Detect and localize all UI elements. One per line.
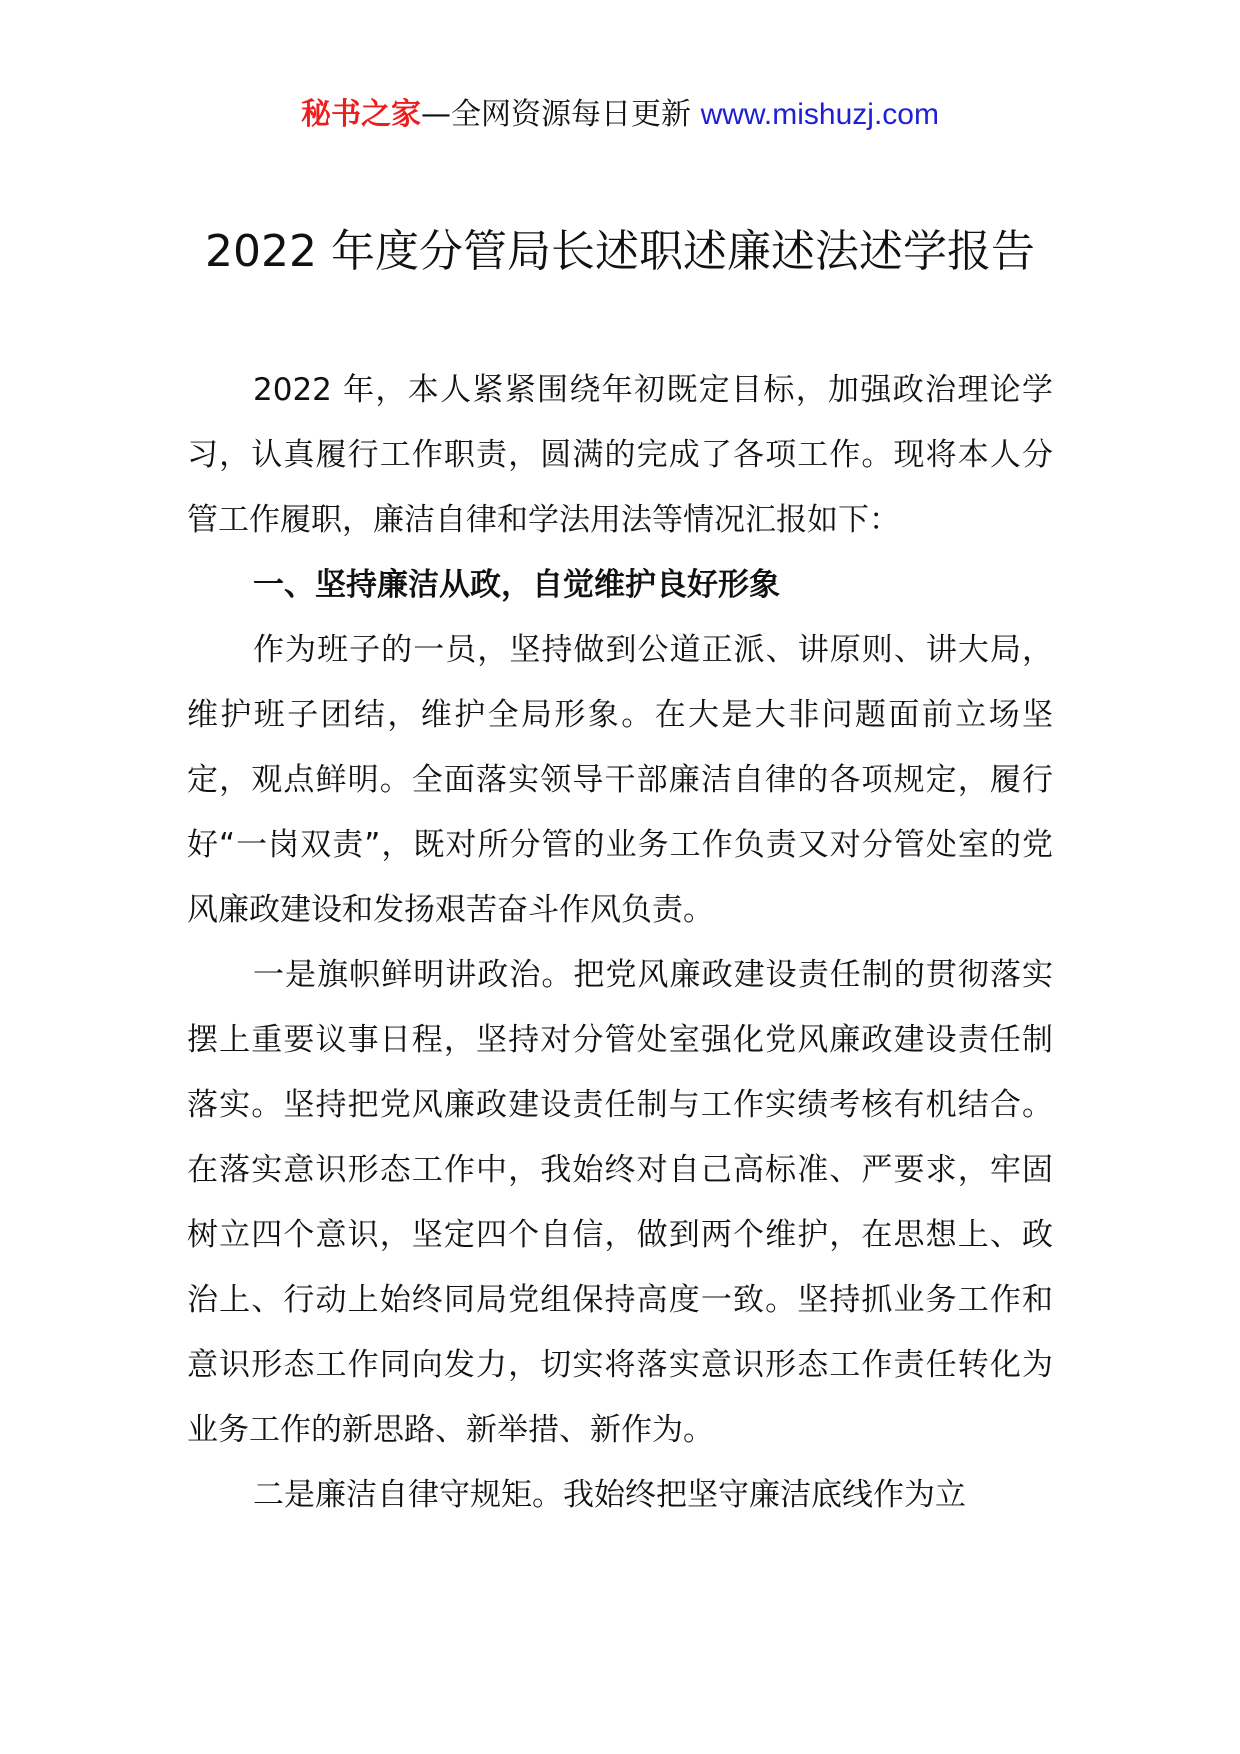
body-paragraph: 二是廉洁自律守规矩。我始终把坚守廉洁底线作为立 bbox=[253, 1477, 966, 1513]
brand-name: 秘书之家 bbox=[301, 97, 422, 132]
intro-paragraph: 2022 年，本人紧紧围绕年初既定目标，加强政治理论学习，认真履行工作职责，圆满的完成了各项工作。现将本人分管工作履职，廉洁自律和学法用法等情况汇报如下： bbox=[187, 372, 1053, 538]
document-body bbox=[187, 358, 1053, 1528]
body-paragraph: 作为班子的一员，坚持做到公道正派、讲原则、讲大局，维护班子团结，维护全局形象。在大是大非问题面前立场坚定，观点鲜明。全面落实领导干部廉洁自律的各项规定，履行好“一岗双责”，既对所分管的业务工作负责又对分管处室的党风廉政建设和发扬艰苦奋斗作风负责。 bbox=[187, 632, 1053, 928]
site-url-link[interactable]: www.mishuzj.com bbox=[700, 98, 939, 131]
document-title: 2022 年度分管局长述职述廉述法述学报告 bbox=[205, 226, 1035, 277]
site-header bbox=[0, 95, 1240, 135]
section-heading: 一、坚持廉洁从政，自觉维护良好形象 bbox=[253, 567, 780, 603]
header-slogan: —全网资源每日更新 bbox=[421, 97, 701, 132]
body-paragraph: 一是旗帜鲜明讲政治。把党风廉政建设责任制的贯彻落实摆上重要议事日程，坚持对分管处室强化党风廉政建设责任制落实。坚持把党风廉政建设责任制与工作实绩考核有机结合。在落实意识形态工作中，我始终对自己高标准、严要求，牢固树立四个意识，坚定四个自信，做到两个维护，在思想上、政治上、行动上始终同局党组保持高度一致。坚持抓业务工作和意识形态工作同向发力，切实将落实意识形态工作责任转化为业务工作的新思路、新举措、新作为。 bbox=[187, 957, 1053, 1448]
